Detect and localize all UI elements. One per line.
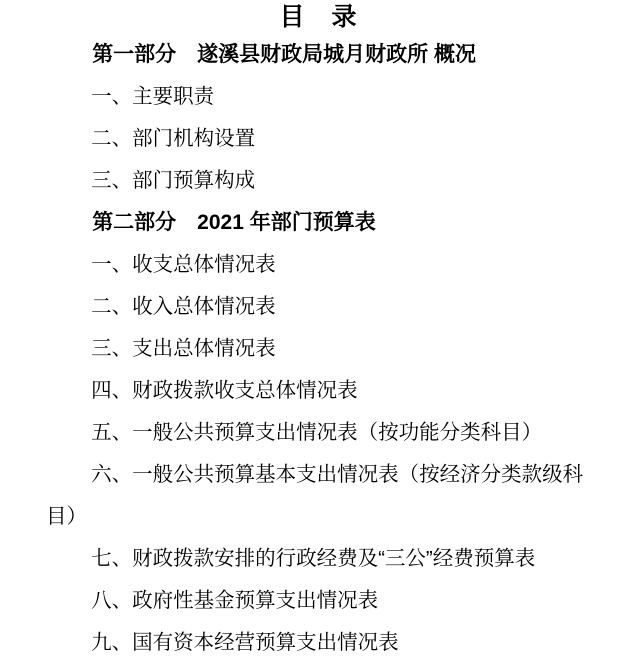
toc-item-1-1: 一、主要职责 xyxy=(91,85,215,108)
section-2-heading: 第二部分 2021 年部门预算表 xyxy=(92,211,376,234)
toc-item-1-3: 三、部门预算构成 xyxy=(91,169,256,192)
section-1-heading: 第一部分 遂溪县财政局城月财政所 概况 xyxy=(92,43,477,66)
toc-item-2-3: 三、支出总体情况表 xyxy=(91,337,276,360)
toc-item-2-8: 八、政府性基金预算支出情况表 xyxy=(91,589,379,612)
toc-item-2-9: 九、国有资本经营预算支出情况表 xyxy=(91,631,399,654)
toc-item-2-6: 六、一般公共预算基本支出情况表（按经济分类款级科目） xyxy=(46,463,584,528)
toc-item-2-5: 五、一般公共预算支出情况表（按功能分类科目） xyxy=(91,421,543,444)
toc-item-2-1: 一、收支总体情况表 xyxy=(91,253,276,276)
toc-item-2-4: 四、财政拨款收支总体情况表 xyxy=(91,379,358,402)
toc-item-2-2: 二、收入总体情况表 xyxy=(91,295,276,318)
toc-title: 目 录 xyxy=(279,3,358,31)
toc-item-2-7: 七、财政拨款安排的行政经费及“三公”经费预算表 xyxy=(91,547,536,570)
toc-item-1-2: 二、部门机构设置 xyxy=(91,127,256,150)
